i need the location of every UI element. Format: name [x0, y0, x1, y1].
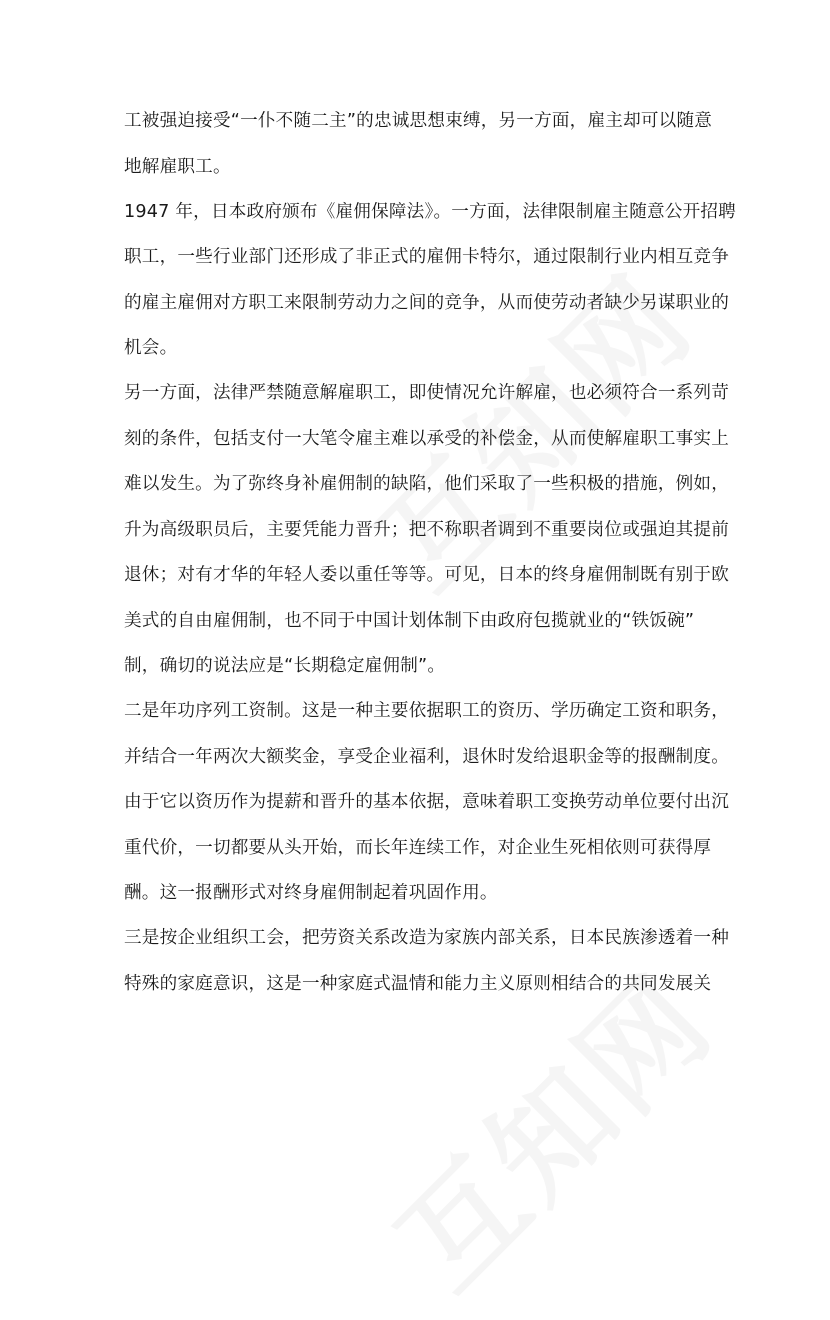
text-line: 制，确切的说法应是“长期稳定雇佣制”。 — [124, 656, 446, 676]
paragraph — [124, 110, 714, 178]
paragraph — [124, 201, 736, 360]
paragraph — [124, 927, 729, 995]
text-line: 酬。这一报酬形式对终身雇佣制起着巩固作用。 — [124, 883, 498, 903]
text-line: 地解雇职工。 — [124, 156, 231, 177]
text-line: 职工，一些行业部门还形成了非正式的雇佣卡特尔，通过限制行业内相互竞争 — [124, 247, 729, 267]
document-body — [124, 110, 736, 1018]
text-line: 三是按企业组织工会，把劳资关系改造为家族内部关系，日本民族渗透着一种 — [124, 928, 729, 948]
text-line: 退休；对有才华的年轻人委以重任等等。可见，日本的终身雇佣制既有别于欧 — [124, 565, 729, 585]
text-line: 美式的自由雇佣制，也不同于中国计划体制下由政府包揽就业的“铁饭碗” — [124, 610, 695, 631]
text-line: 1947 年，日本政府颁布《雇佣保障法》。一方面，法律限制雇主随意公开招聘 — [124, 201, 736, 222]
text-line: 的雇主雇佣对方职工来限制劳动力之间的竞争，从而使劳动者缺少另谋职业的 — [124, 292, 729, 313]
text-line: 工被强迫接受“一仆不随二主”的忠诚思想束缚，另一方面，雇主却可以随意 — [124, 111, 713, 131]
text-line: 机会。 — [124, 338, 178, 358]
text-line: 并结合一年两次大额奖金，享受企业福利，退休时发给退职金等的报酬制度。 — [124, 746, 729, 767]
paragraph — [124, 382, 729, 677]
text-line: 另一方面，法律严禁随意解雇职工，即使情况允许解雇，也必须符合一系列苛 — [124, 383, 729, 403]
text-line: 特殊的家庭意识，这是一种家庭式温情和能力主义原则相结合的共同发展关 — [124, 973, 712, 994]
text-line: 升为高级职员后，主要凭能力晋升；把不称职者调到不重要岗位或强迫其提前 — [124, 519, 729, 540]
text-line: 难以发生。为了弥终身补雇佣制的缺陷，他们采取了一些积极的措施，例如， — [124, 474, 729, 494]
text-line: 重代价，一切都要从头开始，而长年连续工作，对企业生死相依则可获得厚 — [124, 837, 712, 858]
text-line: 二是年功序列工资制。这是一种主要依据职工的资历、学历确定工资和职务， — [124, 701, 729, 721]
paragraph — [124, 700, 729, 904]
text-line: 由于它以资历作为提薪和晋升的基本依据，意味着职工变换劳动单位要付出沉 — [124, 792, 729, 812]
text-line: 刻的条件，包括支付一大笔令雇主难以承受的补偿金，从而使解雇职工事实上 — [124, 428, 729, 449]
